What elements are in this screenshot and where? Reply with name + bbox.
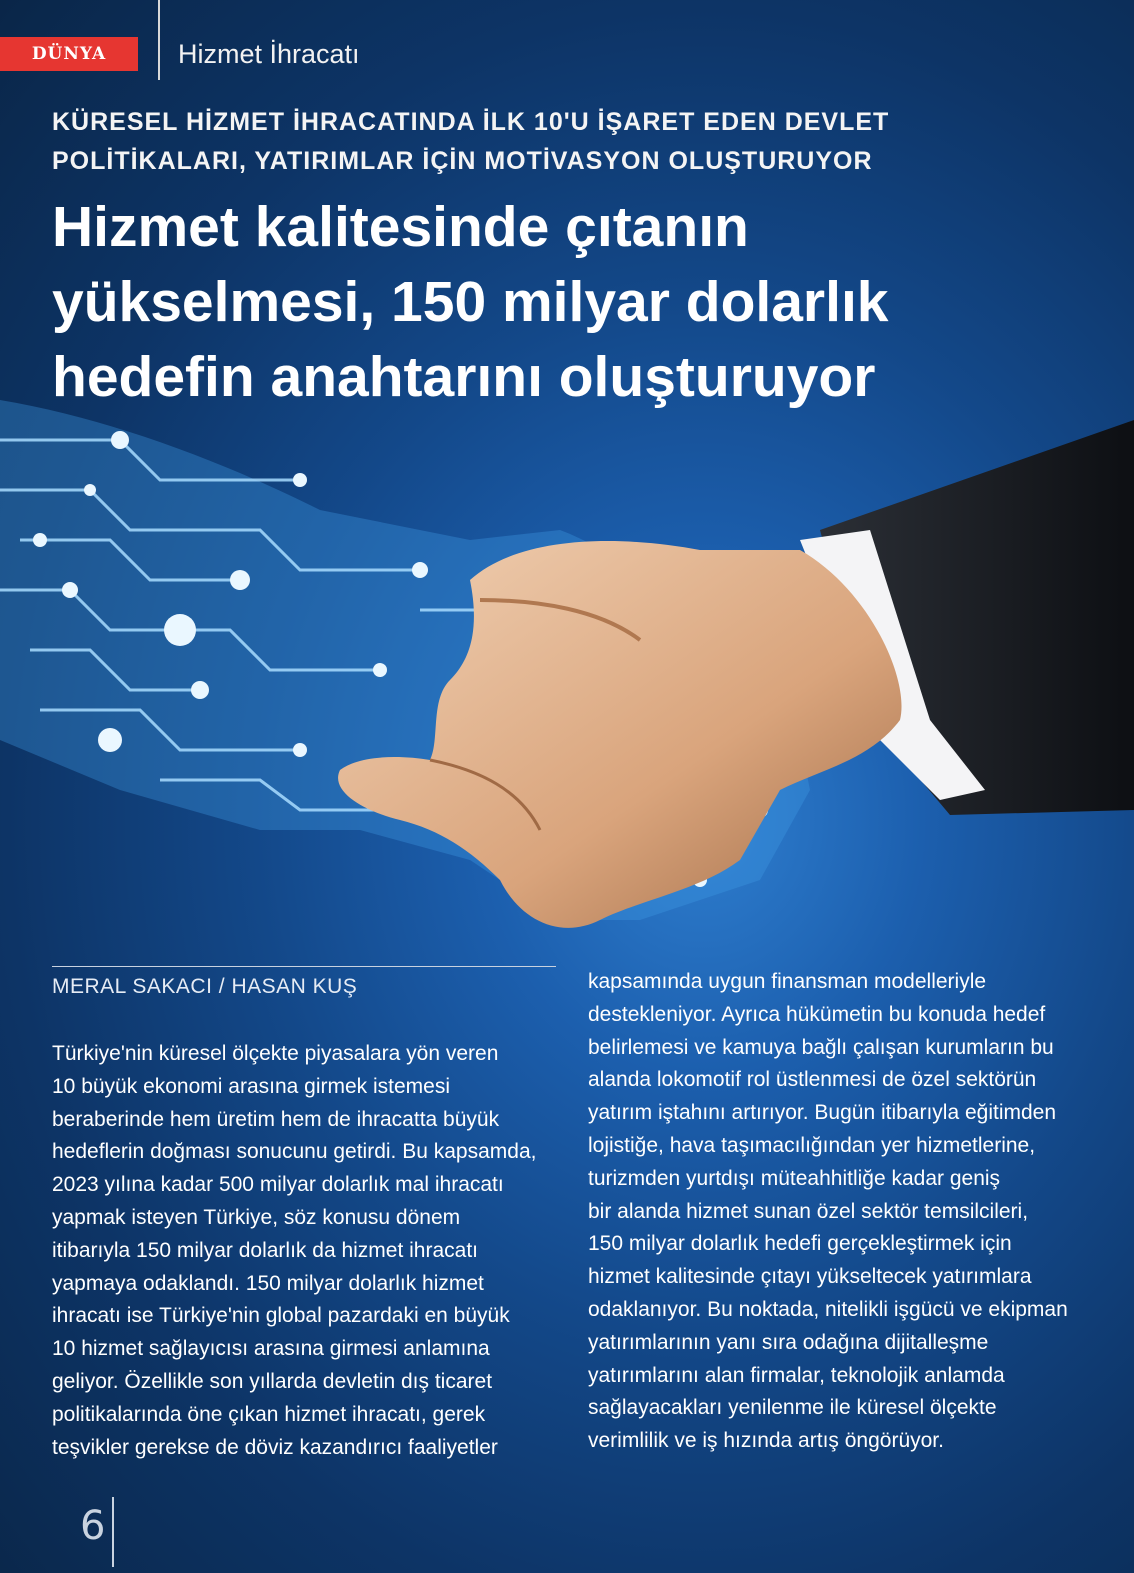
body-line: Türkiye'nin küresel ölçekte piyasalara yön veren [52, 1042, 499, 1065]
body-line: itibarıyla 150 milyar dolarlık da hizmet ihracatı [52, 1238, 479, 1262]
body-line: belirlemesi ve kamuya bağlı çalışan kurumların bu [588, 1035, 1054, 1059]
body-line: turizmden yurtdışı müteahhitliğe kadar geniş [588, 1166, 1001, 1190]
body-line: 150 milyar dolarlık hedefi gerçekleştirmek için [588, 1232, 1012, 1256]
body-line: ihracatı ise Türkiye'nin global pazardaki en büyük [52, 1304, 510, 1328]
article-column-right [588, 966, 1112, 1458]
section-tag: DÜNYA [0, 37, 138, 71]
body-line: 10 hizmet sağlayıcısı arasına girmesi anlamına [52, 1337, 490, 1361]
article-kicker: KÜRESEL HİZMET İHRACATINDA İLK 10'U İŞARET EDEN DEVLET POLİTİKALARI, YATIRIMLAR İÇİN MOTİVASYON OLUŞTURUYOR [52, 108, 890, 175]
body-line: teşvikler gerekse de döviz kazandırıcı faaliyetler [52, 1435, 498, 1459]
body-line: verimlilik ve iş hızında artış öngörüyor. [588, 1429, 944, 1453]
body-line: alanda lokomotif rol üstlenmesi de özel sektörün [588, 1068, 1037, 1092]
body-line: hedeflerin doğması sonucunu getirdi. Bu kapsamda, [52, 1140, 537, 1164]
body-line: sağlayacakları yenilenme ile küresel ölçekte [588, 1396, 997, 1420]
body-line: hizmet kalitesinde çıtayı yükseltecek yatırımlara [588, 1265, 1032, 1289]
body-line: yatırım iştahını artırıyor. Bugün itibarıyla eğitimden [588, 1101, 1057, 1125]
page-number: 6 [80, 1503, 106, 1549]
body-line: 2023 yılına kadar 500 milyar dolarlık mal ihracatı [52, 1173, 504, 1197]
body-line: geliyor. Özellikle son yıllarda devletin dış ticaret [52, 1369, 493, 1393]
body-line: 10 büyük ekonomi arasına girmek istemesi [52, 1074, 451, 1098]
section-title: Hizmet İhracatı [178, 39, 360, 69]
body-line: kapsamında uygun finansman modelleriyle [588, 970, 987, 993]
body-line: destekleniyor. Ayrıca hükümetin bu konuda hedef [588, 1002, 1046, 1026]
body-line: lojistiğe, hava taşımacılığından yer hizmetlerine, [588, 1133, 1036, 1157]
byline-rule [52, 966, 556, 967]
header-divider [158, 0, 160, 80]
article-headline: Hizmet kalitesinde çıtanın yükselmesi, 150 milyar dolarlık hedefin anahtarını oluşturuyor [52, 195, 889, 409]
body-line: yapmak isteyen Türkiye, söz konusu dönem [52, 1205, 461, 1229]
article-byline: MERAL SAKACI / HASAN KUŞ [52, 975, 358, 998]
body-line: politikalarında öne çıkan hizmet ihracatı, gerek [52, 1402, 486, 1426]
handshake-illustration [0, 360, 1134, 960]
body-line: yatırımlarının yanı sıra odağına dijitalleşme [588, 1330, 989, 1354]
body-line: bir alanda hizmet sunan özel sektör temsilcileri, [588, 1199, 1029, 1223]
page-number-rule [112, 1497, 114, 1567]
article-column-left [52, 1038, 562, 1464]
body-line: yatırımlarını alan firmalar, teknolojik anlamda [588, 1363, 1005, 1387]
body-line: odaklanıyor. Bu noktada, nitelikli işgücü ve ekipman [588, 1297, 1068, 1321]
body-line: yapmaya odaklandı. 150 milyar dolarlık hizmet [52, 1271, 484, 1295]
body-line: beraberinde hem üretim hem de ihracatta büyük [52, 1107, 500, 1131]
